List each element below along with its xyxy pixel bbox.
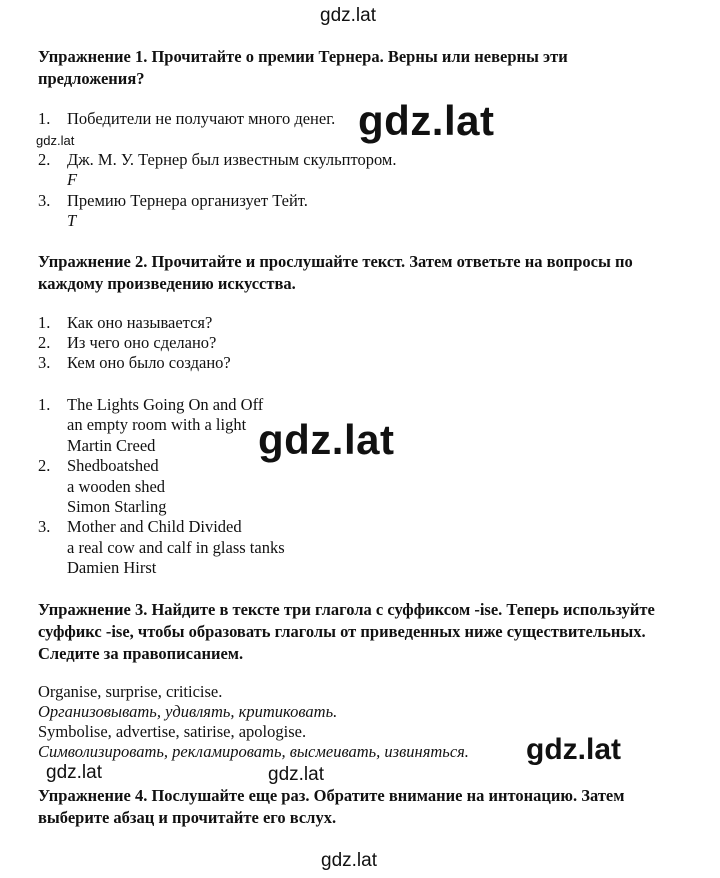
ex2-question-1-number: 1. xyxy=(38,313,51,332)
ex1-item-1-text: Победители не получают много денег. xyxy=(67,109,336,128)
watermark-big-1: gdz.lat xyxy=(358,97,495,144)
watermark-mid-bottom: gdz.lat xyxy=(268,764,324,785)
watermark-top: gdz.lat xyxy=(320,5,376,26)
ex1-item-2-text: Дж. М. У. Тернер был известным скульптором. xyxy=(67,150,397,169)
ex1-item-3-text: Премию Тернера организует Тейт. xyxy=(67,191,308,210)
ex3-line-2: Symbolise, advertise, satirise, apologise. xyxy=(38,722,307,741)
exercise-1-title: Упражнение 1. Прочитайте о премии Тернера. Верны или неверны эти предложения? xyxy=(38,47,568,88)
watermark-tiny: gdz.lat xyxy=(36,133,75,148)
ex2-work-3-material: a real cow and calf in glass tanks xyxy=(67,538,285,557)
ex1-item-3-number: 3. xyxy=(38,191,51,210)
ex2-work-3-artist: Damien Hirst xyxy=(67,558,157,577)
ex2-work-2-artist: Simon Starling xyxy=(67,497,167,516)
watermark-right: gdz.lat xyxy=(526,733,621,766)
watermark-left-bottom: gdz.lat xyxy=(46,762,102,783)
ex2-work-3-title-text: Mother and Child Divided xyxy=(67,517,242,536)
ex2-work-1-number: 1. xyxy=(38,395,51,414)
ex1-item-3-answer: T xyxy=(67,211,77,230)
ex2-work-2-title-text: Shedboatshed xyxy=(67,456,159,475)
ex2-question-3-number: 3. xyxy=(38,353,51,372)
watermark-big-2: gdz.lat xyxy=(258,416,395,463)
ex2-work-1-title xyxy=(38,395,263,415)
ex2-work-1-artist: Martin Creed xyxy=(67,436,156,455)
exercise-2-title: Упражнение 2. Прочитайте и прослушайте текст. Затем ответьте на вопросы по каждому произведению искусства. xyxy=(38,252,633,293)
ex2-work-2-number: 2. xyxy=(38,456,51,475)
exercise-4-title: Упражнение 4. Послушайте еще раз. Обратите внимание на интонацию. Затем выберите абзац и прочитайте его вслух. xyxy=(38,786,625,827)
ex2-question-2-number: 2. xyxy=(38,333,51,352)
ex2-question-2-text: Из чего оно сделано? xyxy=(67,333,217,352)
ex2-work-2-material: a wooden shed xyxy=(67,477,166,496)
ex2-question-2 xyxy=(38,333,216,353)
ex2-work-3-title xyxy=(38,517,242,537)
exercise-3-title: Упражнение 3. Найдите в тексте три глагола с суффиксом -ise. Теперь используйте суффикс -ise, чтобы образовать глаголы от приведенных ниже существительных. Следите за правописанием. xyxy=(38,600,655,663)
ex1-item-1 xyxy=(38,109,335,129)
ex1-item-2 xyxy=(38,150,396,170)
ex2-work-1-title-text: The Lights Going On and Off xyxy=(67,395,264,414)
ex3-line-2-translation: Символизировать, рекламировать, высмеивать, извиняться. xyxy=(38,742,469,761)
watermark-bottom: gdz.lat xyxy=(321,850,377,871)
ex2-question-3-text: Кем оно было создано? xyxy=(67,353,231,372)
ex2-work-2-title xyxy=(38,456,159,476)
ex2-work-1-material: an empty room with a light xyxy=(67,415,247,434)
ex3-line-1-translation: Организовывать, удивлять, критиковать. xyxy=(38,702,338,721)
ex1-item-2-answer: F xyxy=(67,170,78,189)
ex1-item-1-number: 1. xyxy=(38,109,51,128)
ex2-work-3-number: 3. xyxy=(38,517,51,536)
ex3-line-1: Organise, surprise, criticise. xyxy=(38,682,223,701)
ex2-question-1 xyxy=(38,313,212,333)
ex1-item-2-number: 2. xyxy=(38,150,51,169)
ex1-item-3 xyxy=(38,191,308,211)
ex2-question-1-text: Как оно называется? xyxy=(67,313,213,332)
ex2-question-3 xyxy=(38,353,231,373)
